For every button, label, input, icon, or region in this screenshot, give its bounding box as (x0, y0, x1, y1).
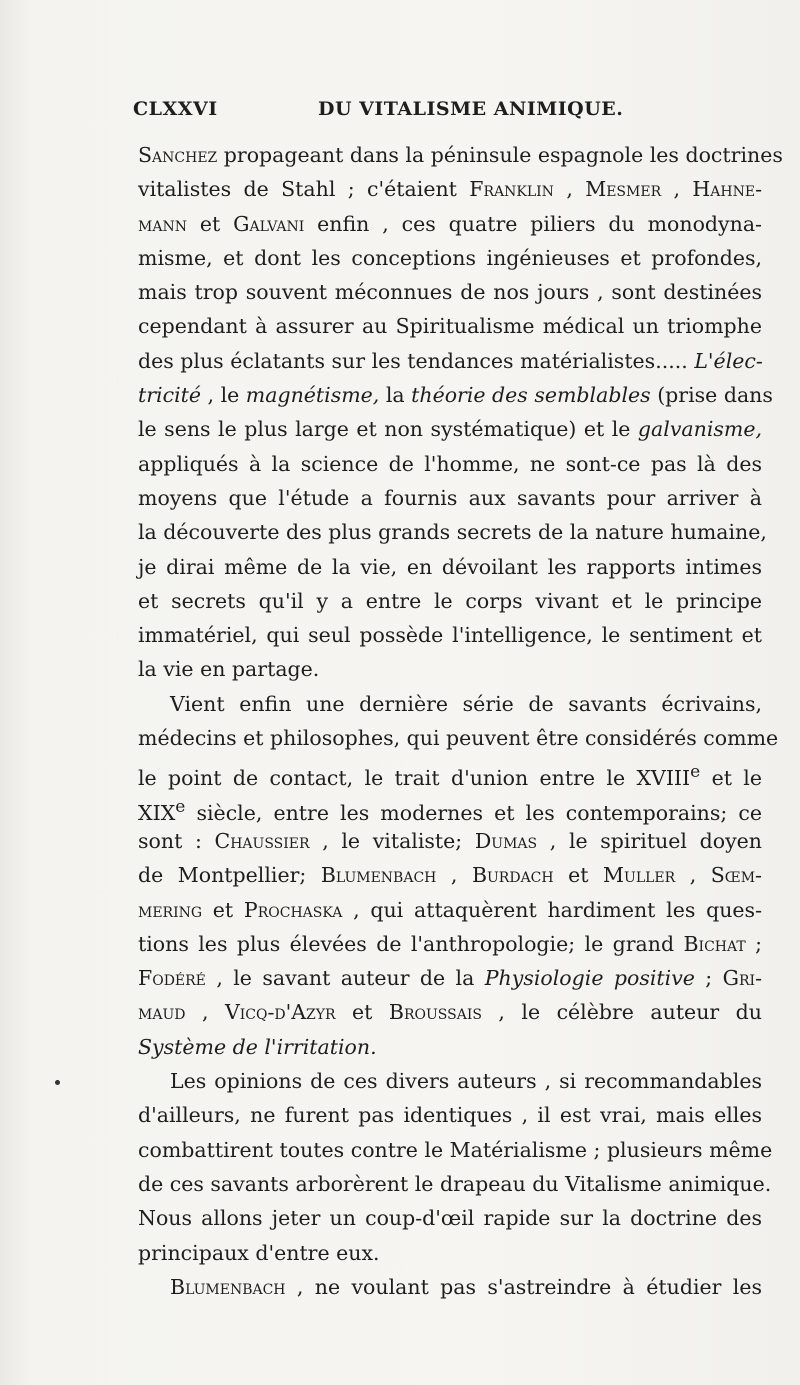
text-segment: misme, et dont les conceptions ingénieuses et profondes, (138, 245, 762, 270)
text-segment: cependant à assurer au Spiritualisme médical un triomphe (138, 314, 762, 339)
text-segment: et (553, 863, 604, 888)
text-segment: mais trop souvent méconnues de nos jours , sont destinées (138, 280, 762, 305)
text-segment: moyens que l'étude a fournis aux savants pour arriver à (138, 485, 762, 510)
text-segment: d'ailleurs, ne furent pas identiques , il est vrai, mais elles (138, 1103, 762, 1128)
text-segment: et secrets qu'il y a entre le corps vivant et le principe (138, 588, 762, 613)
text-segment: Prochaska (243, 897, 343, 922)
text-line (138, 309, 762, 343)
text-segment: et le (700, 766, 762, 791)
body-text (138, 138, 783, 1304)
text-line (138, 927, 762, 961)
text-line (138, 515, 767, 549)
page-number: CLXXVI (133, 98, 218, 120)
text-segment: tricité (138, 383, 202, 408)
text-line (138, 447, 762, 481)
text-segment: Dumas (474, 828, 538, 853)
text-segment: e (690, 762, 701, 783)
text-segment: Mesmer (585, 177, 662, 202)
text-segment: , le spirituel doyen (537, 828, 763, 853)
text-line (138, 481, 762, 515)
text-line (138, 344, 762, 378)
text-segment: Vient enfin une dernière série de savants écrivains, (170, 691, 762, 716)
text-segment: appliqués à la science de l'homme, ne sont-ce pas là des (138, 451, 762, 476)
text-segment: Blumenbach (170, 1274, 286, 1299)
text-segment: la découverte des plus grands secrets de la nature humaine, (138, 520, 767, 545)
text-line (138, 1167, 772, 1201)
text-segment: mering (138, 897, 203, 922)
text-segment: la vie en partage. (138, 657, 320, 682)
text-line (138, 412, 762, 446)
text-line (138, 721, 779, 755)
text-segment: Hahne- (692, 177, 762, 202)
text-segment: e (175, 796, 186, 817)
text-segment: immatériel, qui seul possède l'intelligence, le sentiment et (138, 623, 762, 648)
text-segment: , (553, 177, 586, 202)
text-segment: , le (201, 383, 246, 408)
text-segment: Sanchez (138, 143, 218, 167)
text-segment: vitalistes de Stahl ; c'étaient (138, 177, 470, 202)
text-segment: maud (138, 1000, 186, 1025)
text-segment: mann (138, 211, 187, 236)
text-line (138, 618, 762, 652)
text-segment: Blumenbach (320, 863, 437, 888)
text-line (138, 378, 773, 412)
text-line (138, 584, 762, 618)
text-segment: L'élec- (694, 348, 763, 373)
text-line (138, 1030, 762, 1064)
text-line (138, 1236, 762, 1270)
text-segment: , qui attaquèrent hardiment les ques- (342, 897, 762, 922)
text-segment: , ne voulant pas s'astreindre à étudier les (285, 1274, 762, 1299)
text-line (138, 1270, 762, 1304)
text-segment: Nous allons jeter un coup-d'œil rapide sur la doctrine des (138, 1206, 762, 1231)
text-line (138, 138, 783, 172)
text-segment: et (186, 211, 234, 236)
text-line (138, 961, 762, 995)
text-line (138, 790, 762, 824)
text-segment: propageant dans la péninsule espagnole les doctrines (217, 143, 783, 167)
text-line (138, 687, 762, 721)
text-segment: Sœm- (710, 863, 762, 888)
text-line (138, 207, 762, 241)
text-segment: , (185, 1000, 225, 1025)
text-line (138, 995, 762, 1029)
text-segment: de Montpellier; (138, 863, 321, 888)
text-segment: Les opinions de ces divers auteurs , si recommandables (170, 1069, 762, 1094)
margin-mark (55, 1080, 60, 1085)
text-segment: de ces savants arborèrent le drapeau du Vitalisme animique. (138, 1171, 772, 1196)
text-segment: médecins et philosophes, qui peuvent être considérés comme (138, 726, 779, 751)
text-segment: sont : (138, 828, 215, 853)
text-segment: , (436, 863, 472, 888)
text-segment: , le vitaliste; (309, 828, 475, 853)
text-segment: ; (745, 931, 762, 956)
text-line (138, 1064, 762, 1098)
text-segment: le sens le plus large et non systématique) et le (138, 417, 638, 442)
text-segment: Vicq-d'Azyr (224, 1000, 336, 1025)
text-line (138, 755, 762, 789)
text-line (138, 550, 762, 584)
text-line (138, 1201, 762, 1235)
text-line (138, 241, 762, 275)
text-segment: théorie des semblables (411, 383, 651, 408)
text-line (138, 1098, 762, 1132)
text-line (138, 1133, 773, 1167)
text-segment: XIX (138, 800, 176, 825)
text-segment: Chaussier (214, 828, 310, 853)
text-segment: Gri- (722, 966, 762, 991)
running-title: DU VITALISME ANIMIQUE. (318, 98, 624, 120)
text-segment: galvanisme, (637, 417, 762, 442)
text-segment: Muller (603, 863, 676, 888)
text-segment: , (675, 863, 711, 888)
text-segment: je dirai même de la vie, en dévoilant les rapports intimes (138, 554, 762, 579)
text-segment: Bichat (683, 931, 746, 956)
text-segment: Physiologie positive (484, 966, 695, 991)
text-line (138, 858, 762, 892)
text-segment: , le savant auteur de la (205, 966, 485, 991)
text-segment: des plus éclatants sur les tendances matérialistes..... (138, 348, 695, 373)
text-segment: Fodéré (138, 966, 206, 991)
text-segment: , (661, 177, 693, 202)
text-line (138, 275, 762, 309)
text-segment: le point de contact, le trait d'union entre le XVIII (138, 766, 691, 791)
text-segment: et (335, 1000, 389, 1025)
text-segment: la (379, 383, 412, 408)
text-segment: Système de l'irritation. (138, 1034, 377, 1059)
text-segment: enfin , ces quatre piliers du monodyna- (304, 211, 762, 236)
text-segment: combattirent toutes contre le Matérialisme ; plusieurs même (138, 1137, 773, 1162)
text-segment: ; (694, 966, 723, 991)
text-segment: , le célèbre auteur du (481, 1000, 762, 1025)
text-segment: siècle, entre les modernes et les contemporains; ce (185, 800, 762, 825)
text-segment: Galvani (233, 211, 305, 236)
text-line (138, 824, 762, 858)
text-segment: tions les plus élevées de l'anthropologie; le grand (138, 931, 684, 956)
text-segment: et (202, 897, 244, 922)
text-segment: Franklin (469, 177, 554, 202)
text-line (138, 652, 762, 686)
text-segment: principaux d'entre eux. (138, 1240, 380, 1265)
text-segment: (prise dans (650, 383, 773, 408)
text-line (138, 172, 762, 206)
text-segment: Broussais (388, 1000, 482, 1025)
text-line (138, 893, 762, 927)
text-segment: Burdach (471, 863, 554, 888)
text-segment: magnétisme, (245, 383, 380, 408)
